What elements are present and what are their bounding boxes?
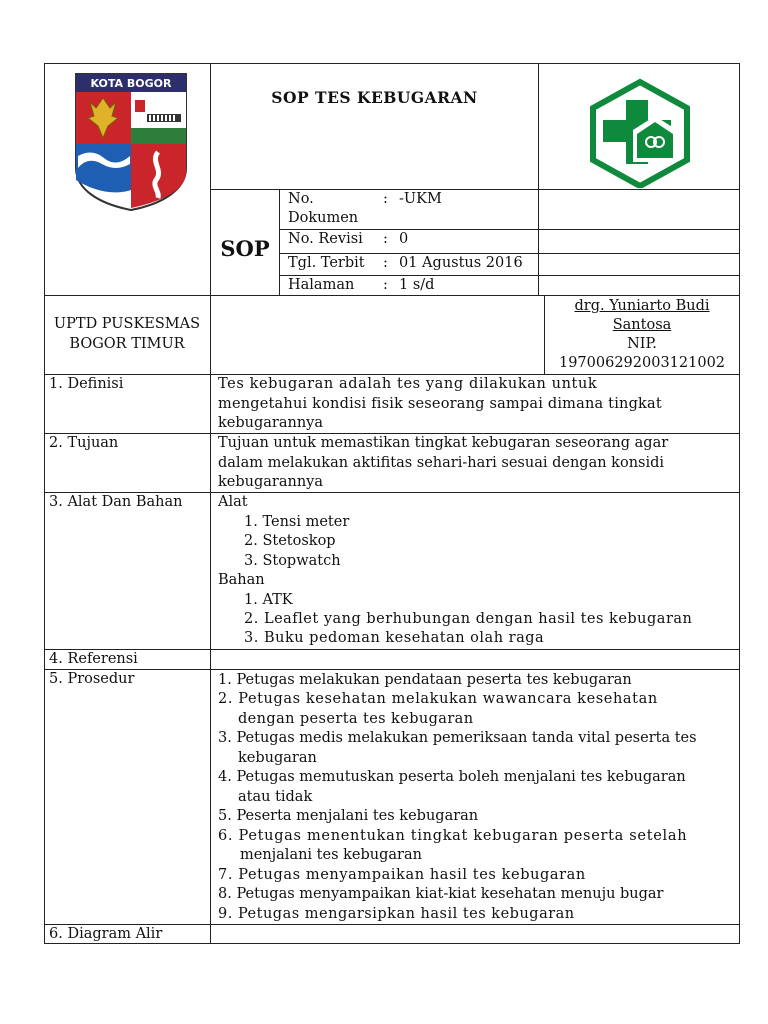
prosedur-step-cont: dengan peserta tes kebugaran: [238, 711, 474, 727]
prosedur-step-cont: atau tidak: [238, 789, 313, 805]
meta-label-no: No.: [288, 191, 314, 207]
meta-label-dokumen: Dokumen: [288, 210, 359, 226]
section-label-tujuan: 2. Tujuan: [49, 435, 119, 451]
meta-label-halaman: Halaman: [288, 277, 355, 293]
meta-sep: :: [383, 277, 388, 293]
signer-nip-label: NIP.: [627, 336, 657, 352]
meta-sep: :: [383, 255, 388, 271]
prosedur-step: 9. Petugas mengarsipkan hasil tes kebugaran: [218, 906, 575, 922]
alat-heading: Alat: [218, 494, 248, 510]
meta-value-terbit: 01 Agustus 2016: [399, 255, 523, 271]
meta-label-revisi: No. Revisi: [288, 231, 363, 247]
section-label-prosedur: 5. Prosedur: [49, 671, 135, 687]
bahan-item: 3. Buku pedoman kesehatan olah raga: [244, 630, 545, 646]
section-label-referensi: 4. Referensi: [49, 651, 138, 667]
meta-value-no-dokumen: -UKM: [399, 191, 442, 207]
document-title: SOP TES KEBUGARAN: [271, 88, 478, 107]
definisi-line: kebugarannya: [218, 415, 324, 431]
tujuan-line: Tujuan untuk memastikan tingkat kebugaran seseorang agar: [218, 435, 669, 451]
prosedur-step-cont: kebugaran: [238, 750, 317, 766]
section-label-definisi: 1. Definisi: [49, 376, 124, 392]
definisi-line: mengetahui kondisi fisik seseorang sampai dimana tingkat: [218, 396, 662, 412]
alat-item: 1. Tensi meter: [244, 514, 350, 530]
alat-item: 2. Stetoskop: [244, 533, 336, 549]
meta-sep: :: [383, 191, 388, 207]
prosedur-step: 3. Petugas medis melakukan pemeriksaan tanda vital peserta tes: [218, 730, 697, 746]
signer-name-line2: Santosa: [612, 317, 672, 333]
emblem-text: KOTA BOGOR: [90, 77, 172, 90]
prosedur-step: 5. Peserta menjalani tes kebugaran: [218, 808, 479, 824]
meta-value-halaman: 1 s/d: [399, 277, 435, 293]
org-name-line2: BOGOR TIMUR: [69, 336, 185, 352]
prosedur-step: 1. Petugas melakukan pendataan peserta tes kebugaran: [218, 672, 632, 688]
bahan-heading: Bahan: [218, 572, 265, 588]
meta-value-revisi: 0: [399, 231, 409, 247]
sop-label: SOP: [220, 236, 270, 261]
alat-item: 3. Stopwatch: [244, 553, 341, 569]
prosedur-step: 4. Petugas memutuskan peserta boleh menjalani tes kebugaran: [218, 769, 686, 785]
puskesmas-logo: [585, 78, 695, 188]
definisi-line: Tes kebugaran adalah tes yang dilakukan untuk: [218, 376, 598, 392]
prosedur-step: 7. Petugas menyampaikan hasil tes kebugaran: [218, 867, 586, 883]
prosedur-step: 6. Petugas menentukan tingkat kebugaran peserta setelah: [218, 828, 688, 844]
org-name-line1: UPTD PUSKESMAS: [53, 316, 201, 332]
tujuan-line: kebugarannya: [218, 474, 324, 490]
section-label-diagram-alir: 6. Diagram Alir: [49, 926, 163, 942]
prosedur-step-cont: menjalani tes kebugaran: [240, 847, 422, 863]
tujuan-line: dalam melakukan aktifitas sehari-hari sesuai dengan konsidi: [218, 455, 665, 471]
signer-nip: 197006292003121002: [558, 355, 726, 371]
kota-bogor-emblem: [72, 72, 190, 212]
bahan-item: 2. Leaflet yang berhubungan dengan hasil tes kebugaran: [244, 611, 693, 627]
section-label-alat-bahan: 3. Alat Dan Bahan: [49, 494, 183, 510]
meta-sep: :: [383, 231, 388, 247]
meta-label-terbit: Tgl. Terbit: [288, 255, 365, 271]
prosedur-step: 8. Petugas menyampaikan kiat-kiat kesehatan menuju bugar: [218, 886, 664, 902]
prosedur-step: 2. Petugas kesehatan melakukan wawancara kesehatan: [218, 691, 658, 707]
signer-name-line1: drg. Yuniarto Budi: [574, 298, 710, 314]
bahan-item: 1. ATK: [244, 592, 293, 608]
